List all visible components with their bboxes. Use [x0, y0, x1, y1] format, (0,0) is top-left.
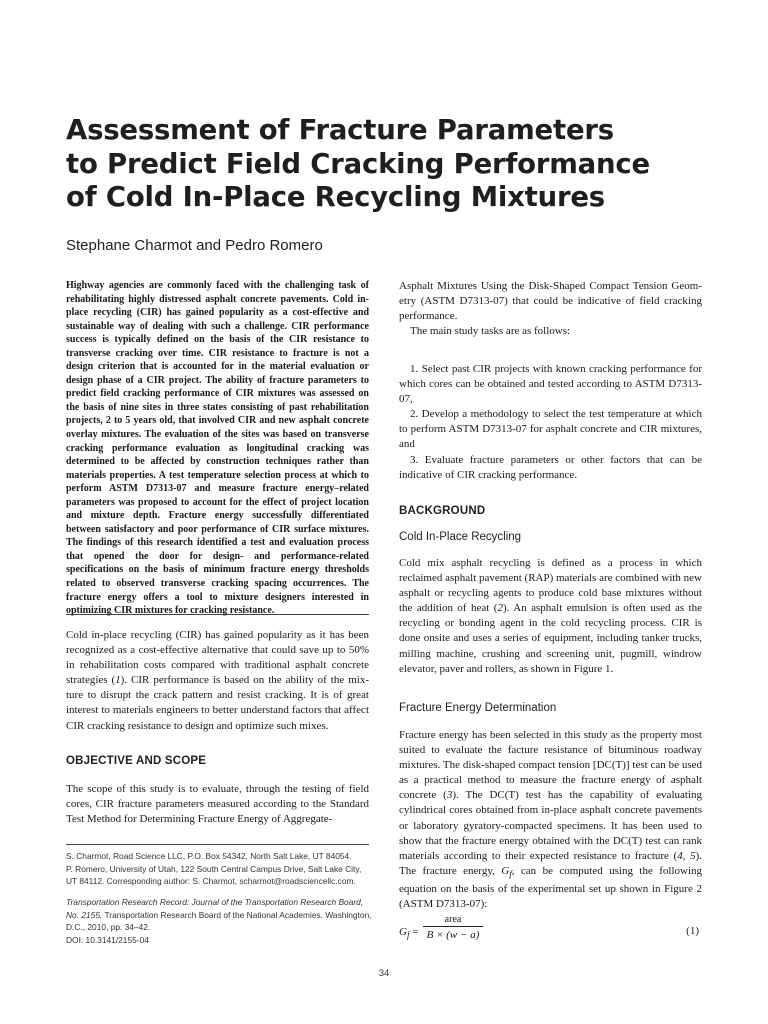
fracture-energy-paragraph: [399, 728, 702, 912]
doi: DOI: 10.3141/2155-04: [66, 934, 149, 945]
equation-lhs: [399, 926, 418, 940]
symbol-subscript: f: [509, 869, 512, 880]
journal-publisher: Transportation Research Board of the National Academies, Washington,: [102, 909, 372, 920]
cir-paragraph: [399, 556, 702, 677]
citation: 3: [446, 789, 453, 802]
affiliation-line: UT 84112. Corresponding author: S. Charmot, scharmot@roadsciencellc.com.: [66, 876, 356, 886]
title-line: to Predict Field Cracking Performance: [66, 147, 650, 180]
citation: 4, 5: [677, 849, 696, 862]
equation-equals: =: [409, 926, 419, 938]
affiliation-line: S. Charmot, Road Science LLC, P.O. Box 54342, North Salt Lake, UT 84054.: [66, 851, 352, 861]
authors: Stephane Charmot and Pedro Romero: [66, 237, 323, 254]
intro-text-a: Cold in-place recycling (CIR) has gained popularity as it has been recognized as a cost-effective alternative that could save up to 50% in rehabilitation costs compared with traditional asphalt concrete strategies (: [66, 629, 369, 687]
citation: 2: [497, 602, 503, 615]
equation-denominator: B × (w − a): [426, 929, 480, 941]
citation: 1: [115, 674, 121, 687]
continuation-paragraph: [399, 279, 702, 339]
journal-name: Transportation Research Record: Journal of the Transportation Research Board,: [66, 897, 364, 907]
task-item: 3. Evaluate fracture parameters or other factors that can be indicative of CIR cracking performance.: [399, 453, 702, 481]
intro-text-b: ). CIR performance is based on the ability of the mixture to disrupt the crack pattern and resist cracking. It is of great interest to materials engineers to better understand factors that affect CIR cracking resistance to design and optimize such mixes.: [66, 674, 369, 732]
equation-number: (1): [686, 925, 699, 937]
cir-text-a: Cold mix asphalt recycling is defined as a process in which reclaimed asphalt pavement (RAP) materials are combined with new asphalt or recycling agents to produce cold base mixtures without the addition of heat (: [399, 557, 703, 615]
equation-numerator: area: [444, 914, 462, 925]
fe-text-c: ). The fracture energy,: [399, 849, 702, 877]
intro-paragraph: [66, 628, 369, 734]
footnote-divider: [66, 844, 369, 845]
cir-text-b: ). An asphalt emulsion is often used as the recycling or bonding agent in the cold recycling process. CIR is done onsite and uses a series of equipment, including tanker trucks, milling machine, crushing and screening unit, pugmill, windrow elevator, paver and rollers, as shown in Figure 1.: [399, 602, 702, 675]
affiliation-line: P. Romero, University of Utah, 122 South Central Campus Drive, Salt Lake City,: [66, 863, 362, 874]
objective-heading: OBJECTIVE AND SCOPE: [66, 755, 207, 767]
abstract: Highway agencies are commonly faced with the challenging task of rehabilitating highly distressed asphalt concrete pavements. Cold in-place recycling (CIR) has gained popularity as a cost-effective and sustainable way of dealing with such a challenge. CIR performance success is typically defined on the basis of the CIR resistance to transverse cracking over time. CIR resistance to fracture is not a design criterion that is accounted for in the material evaluation or design phase of a CIR project. The ability of fracture parameters to predict field cracking performance of CIR mixtures was assessed on the basis of nine sites in three states consisting of past rehabilitation projects, 2 to 5 years old, that involved CIR and new asphalt concrete overlay mixtures. The evaluation of the sites was based on transverse cracking performance evaluation as longitudinal cracking was determined to be affected by construction techniques rather than materials properties. A test temperature selection process at which to perform ASTM D7313-07 and measure fracture energy–related parameters was proposed to account for the effect of project location and mixture depth. Fracture energy successfully differentiated between satisfactory and poor performance of CIR surface mixtures. The findings of this research identified a test and evaluation process that opened the door for design- and performance-related specifications on the basis of minimum fracture energy thresholds related to observed transverse cracking spacing occurrences. The fracture energy offers a tool to mixture designers interested in optimizing CIR mixtures for cracking resistance.: [66, 280, 369, 617]
fe-text-d: , can be computed using the following equation on the basis of the experimental set up shown in Figure 2 (ASTM D7313-07):: [399, 864, 702, 911]
journal-pages: D.C., 2010, pp. 34–42.: [66, 922, 151, 932]
tasks-intro: The main study tasks are as follows:: [410, 325, 571, 338]
affiliation-footnote: [66, 850, 376, 888]
continuation-text: Asphalt Mixtures Using the Disk-Shaped Compact Tension Geometry (ASTM D7313-07) that could be indicative of field cracking performance.: [399, 280, 702, 323]
tasks-list: [399, 362, 702, 483]
equation-symbol: G: [399, 926, 407, 938]
background-heading: BACKGROUND: [399, 505, 486, 517]
abstract-divider: [66, 614, 369, 615]
cir-subheading: Cold In-Place Recycling: [399, 531, 522, 543]
citation-footnote: [66, 896, 376, 946]
equation-subscript: f: [406, 930, 410, 941]
page-number: 34: [378, 968, 390, 979]
title-line: Assessment of Fracture Parameters: [66, 114, 614, 146]
paper-title: [66, 114, 686, 215]
equation-fraction: [423, 914, 483, 941]
task-item: 2. Develop a methodology to select the test temperature at which to perform ASTM D7313-07 for asphalt concrete and CIR mixtures, and: [399, 408, 702, 451]
fe-text-a: Fracture energy has been selected in this study as the property most suited to evaluate the facture resistance of bituminous roadway mixtures. The disk-shaped compact tension [DC(T)] test can be used as a practical method to measure the fracture energy of asphalt concrete (: [399, 729, 702, 802]
symbol: G: [501, 864, 510, 877]
fe-text-b: ). The DC(T) test has the capability of evaluating cylindrical cores obtained from in-place asphalt concrete pavements or laboratory gyratory-compacted specimens. It has been used to show that the fracture energy obtained with the DC(T) test can rank materials according to their expected resistance to fracture (: [399, 789, 702, 862]
task-item: 1. Select past CIR projects with known cracking performance for which cores can be obtained and tested according to ASTM D7313-07,: [399, 363, 702, 406]
title-line: of Cold In-Place Recycling Mixtures: [66, 181, 605, 213]
fraction-bar: [423, 926, 483, 927]
objective-paragraph: The scope of this study is to evaluate, through the testing of field cores, CIR fracture parameters measured according to the Standard Test Method for Determining Fracture Energy of Aggregate-: [66, 783, 369, 826]
equation-1: [399, 914, 702, 952]
journal-number: No. 2155,: [66, 909, 103, 920]
fracture-energy-subheading: Fracture Energy Determination: [399, 702, 557, 714]
